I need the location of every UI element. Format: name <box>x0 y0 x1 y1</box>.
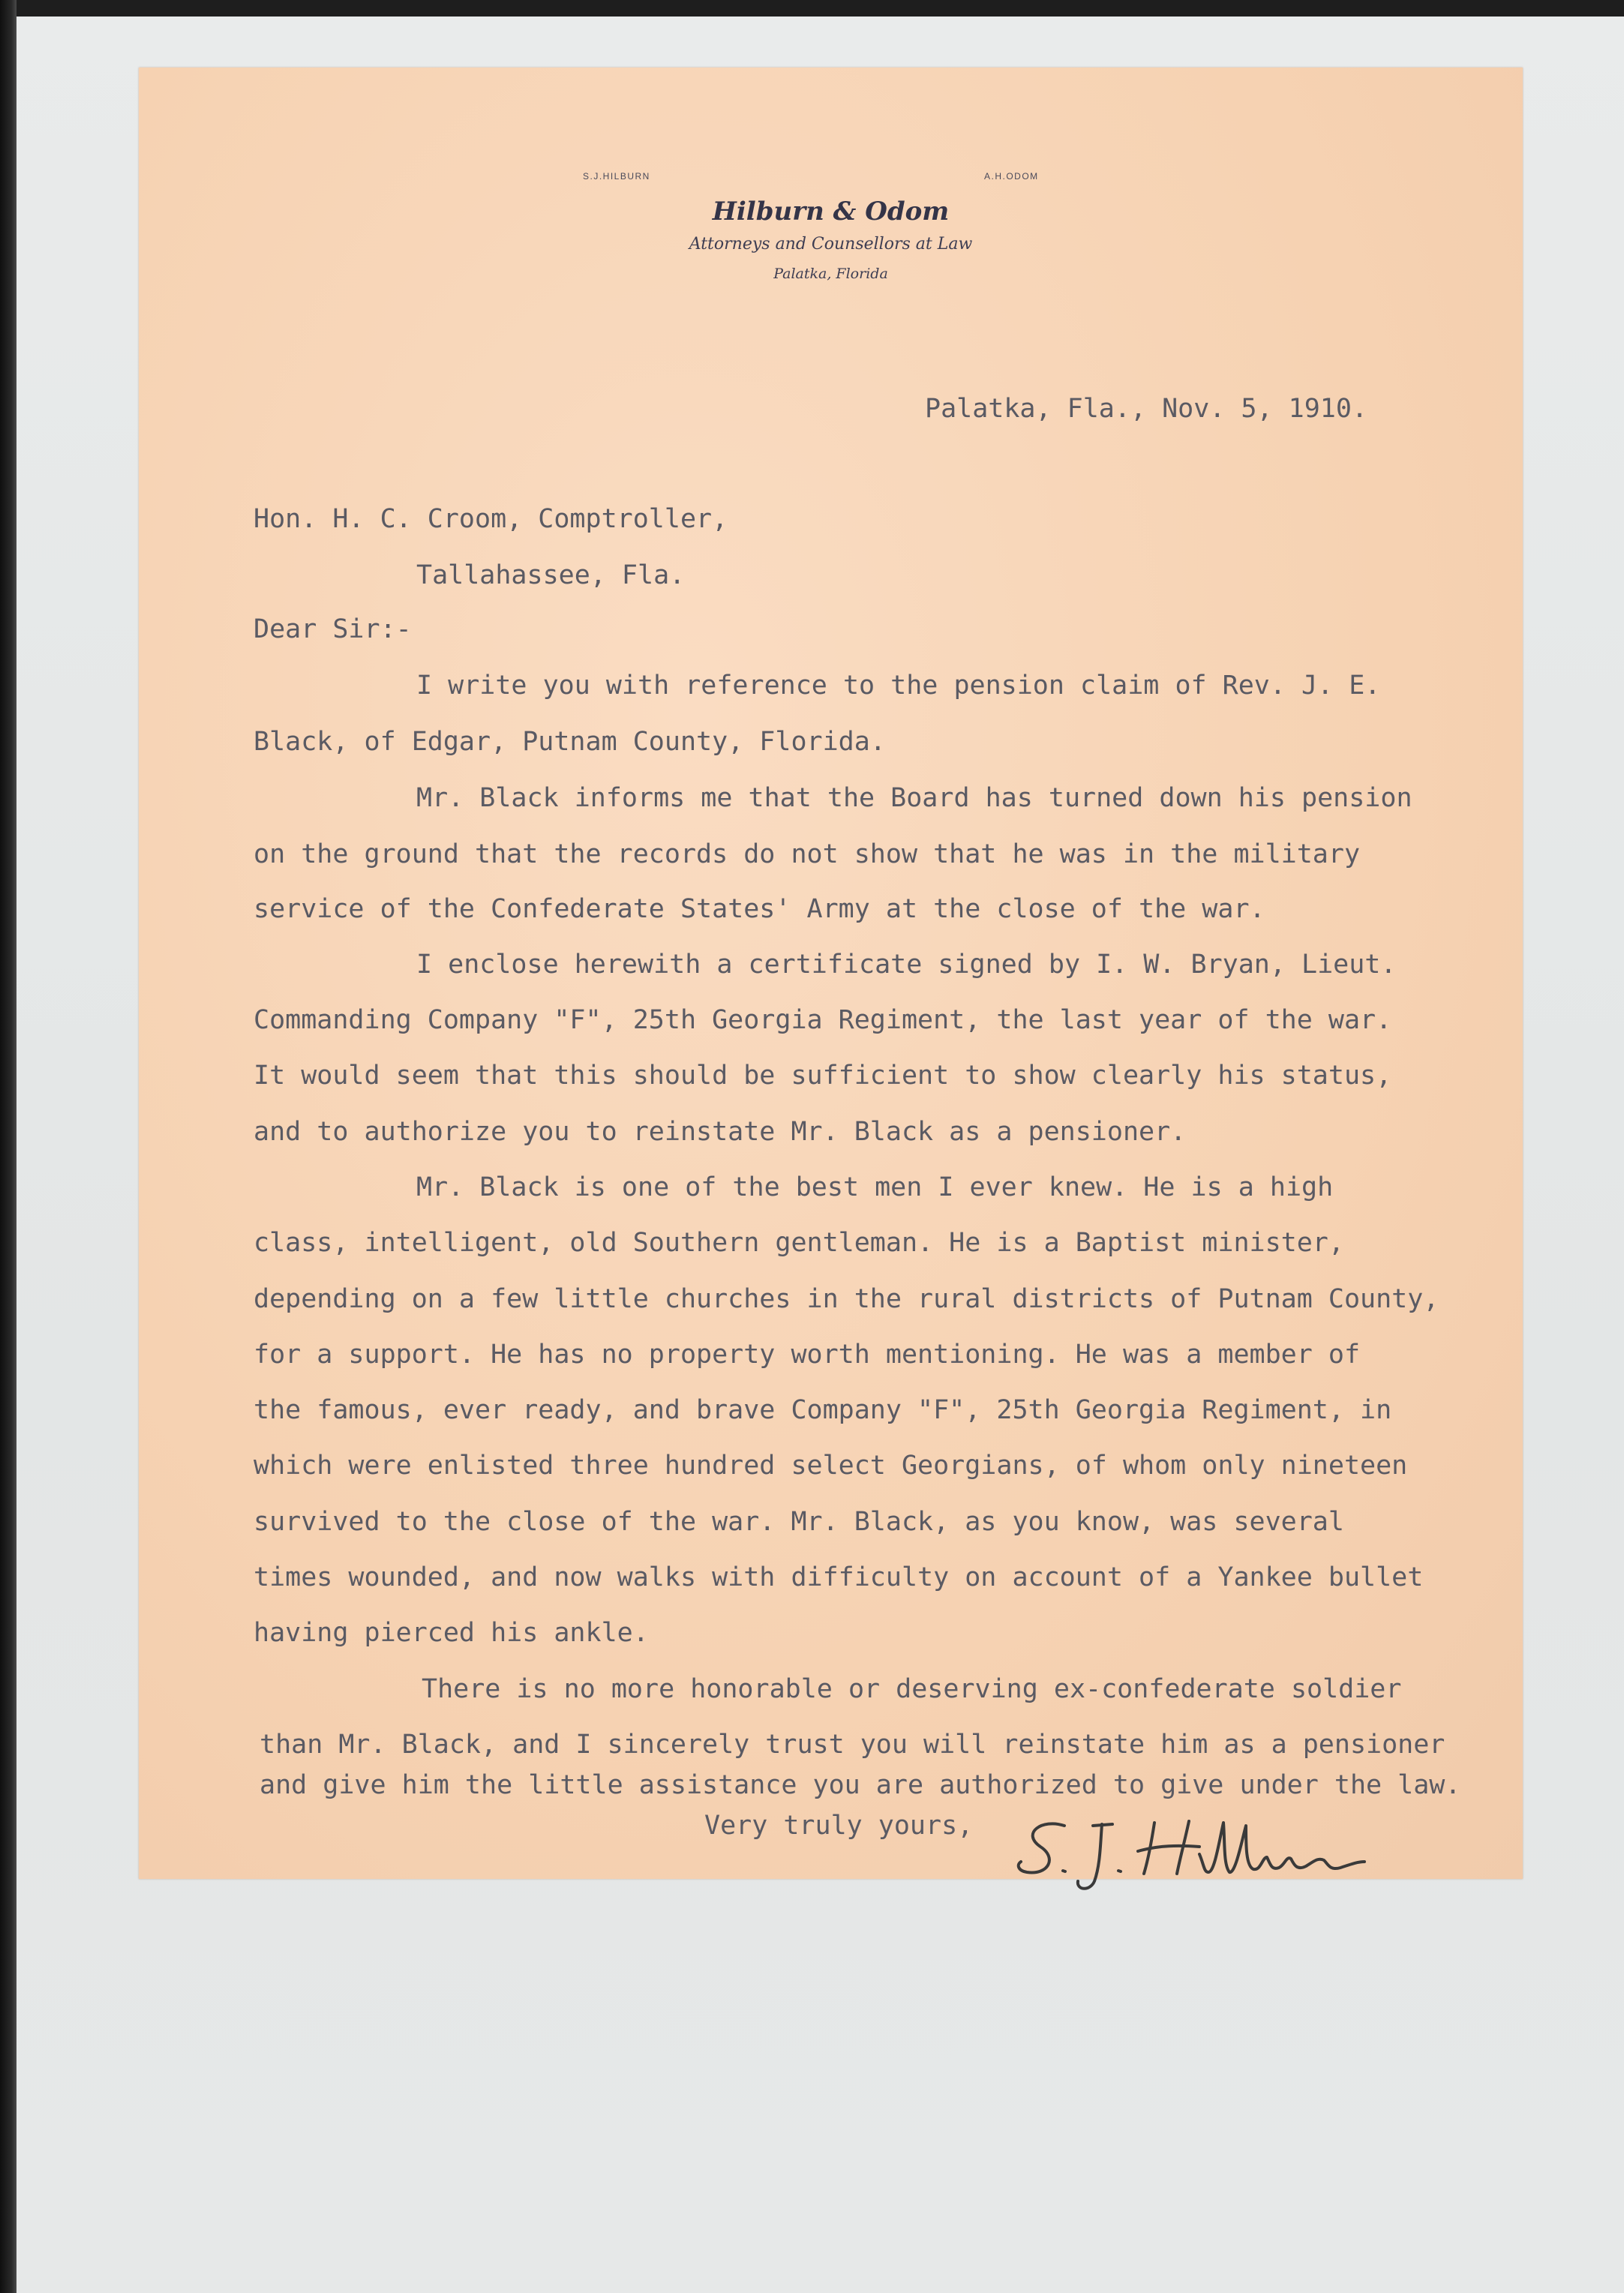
scanner-edge-left <box>0 0 17 2293</box>
salutation: Dear Sir:- <box>254 614 412 644</box>
body-line: and to authorize you to reinstate Mr. Black as a pensioner. <box>254 1117 1187 1147</box>
letter-page <box>139 68 1523 1879</box>
body-line: than Mr. Black, and I sincerely trust you will reinstate him as a pensioner <box>260 1730 1445 1760</box>
body-line: and give him the little assistance you are authorized to give under the law. <box>260 1770 1461 1800</box>
body-line: depending on a few little churches in the rural districts of Putnam County, <box>254 1284 1439 1314</box>
body-line: times wounded, and now walks with difficulty on account of a Yankee bullet <box>254 1562 1424 1592</box>
body-line: It would seem that this should be sufficient to show clearly his status, <box>254 1061 1392 1091</box>
body-line: on the ground that the records do not show that he was in the military <box>254 839 1361 869</box>
body-line: class, intelligent, old Southern gentleman. He is a Baptist minister, <box>254 1228 1344 1258</box>
partner-name-left: S.J.HILBURN <box>583 171 650 182</box>
body-line: the famous, ever ready, and brave Company "F", 25th Georgia Regiment, in <box>254 1395 1392 1425</box>
body-line: which were enlisted three hundred select Georgians, of whom only nineteen <box>254 1451 1408 1481</box>
recipient-line-2: Tallahassee, Fla. <box>416 560 686 590</box>
body-line: survived to the close of the war. Mr. Black, as you know, was several <box>254 1507 1344 1537</box>
partner-name-right: A.H.ODOM <box>984 171 1039 182</box>
body-line: Black, of Edgar, Putnam County, Florida. <box>254 727 886 757</box>
body-line: having pierced his ankle. <box>254 1618 649 1648</box>
recipient-line-1: Hon. H. C. Croom, Comptroller, <box>254 504 728 534</box>
body-line: I enclose herewith a certificate signed by I. W. Bryan, Lieut. <box>416 950 1397 980</box>
firm-name: Hilburn & Odom <box>712 197 950 227</box>
body-line: There is no more honorable or deserving ex-confederate soldier <box>422 1674 1402 1704</box>
closing: Very truly yours, <box>704 1811 974 1841</box>
scanner-edge-top <box>0 0 1624 17</box>
body-line: Commanding Company "F", 25th Georgia Regiment, the last year of the war. <box>254 1005 1392 1035</box>
body-line: for a support. He has no property worth mentioning. He was a member of <box>254 1340 1361 1370</box>
body-line: I write you with reference to the pension claim of Rev. J. E. <box>416 671 1381 701</box>
body-line: Mr. Black is one of the best men I ever knew. He is a high <box>416 1172 1334 1202</box>
body-line: service of the Confederate States' Army at the close of the war. <box>254 894 1265 924</box>
body-line: Mr. Black informs me that the Board has turned down his pension <box>416 783 1412 813</box>
handwritten-signature <box>1012 1812 1379 1895</box>
letter-date: Palatka, Fla., Nov. 5, 1910. <box>925 394 1368 424</box>
firm-city: Palatka, Florida <box>773 266 888 282</box>
firm-description: Attorneys and Counsellors at Law <box>689 235 973 254</box>
